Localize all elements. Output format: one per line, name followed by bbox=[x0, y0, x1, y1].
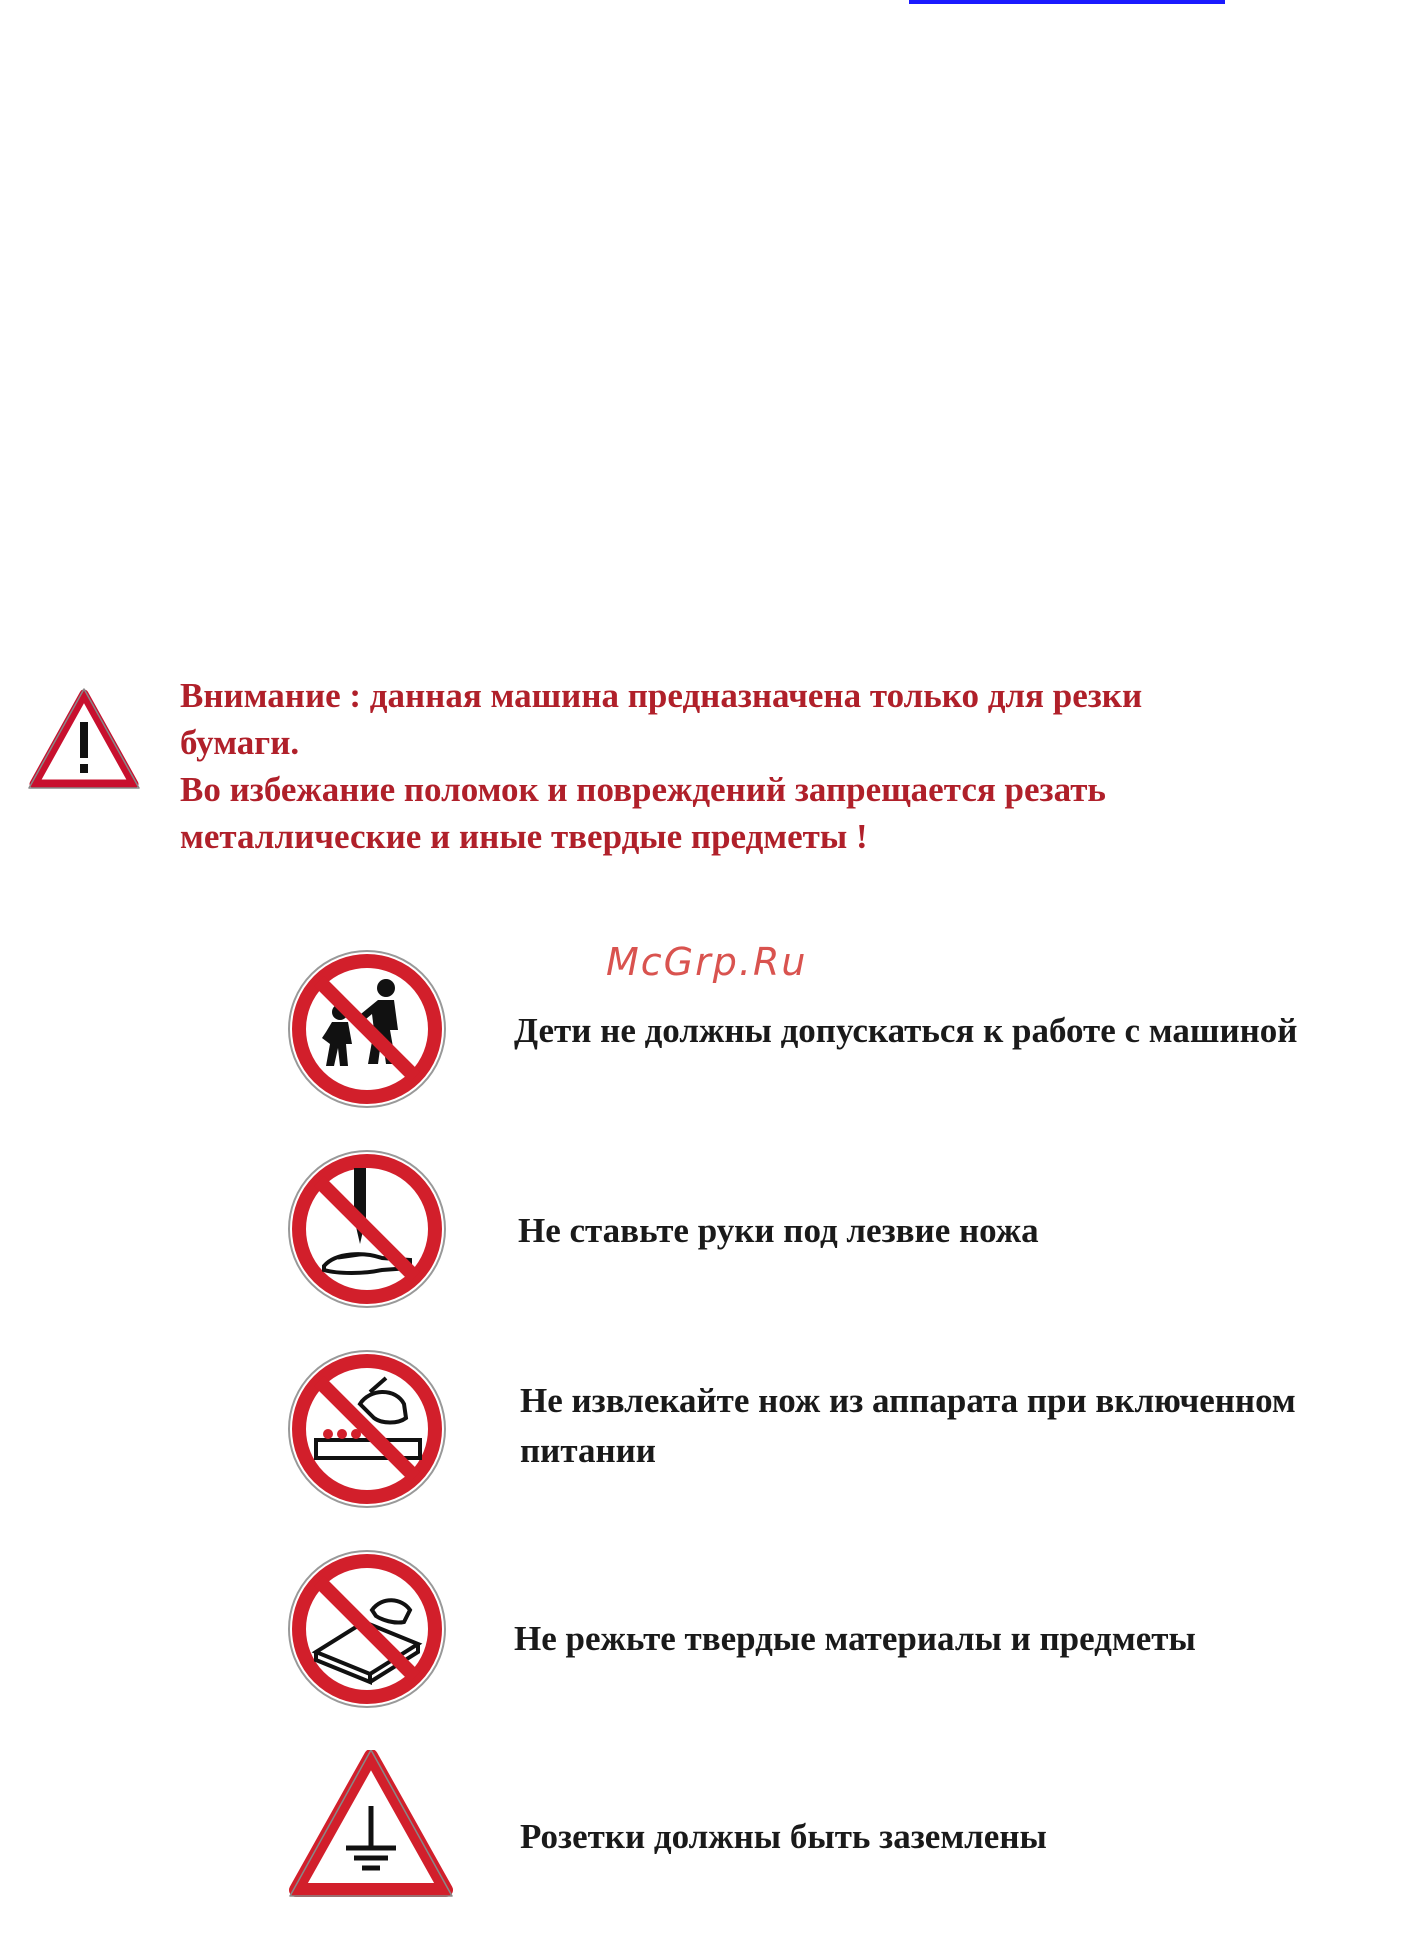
watermark: McGrp.Ru bbox=[606, 940, 808, 984]
rule-text-1 bbox=[514, 1006, 1297, 1056]
rule-2-line-1: Не ставьте руки под лезвие ножа bbox=[518, 1211, 1039, 1250]
warning-line-4: металлические и иные твердые предметы ! bbox=[180, 817, 868, 856]
rule-5-line-1: Розетки должны быть заземлены bbox=[520, 1817, 1047, 1856]
no-remove-blade-icon bbox=[286, 1348, 448, 1510]
warning-line-3: Во избежание поломок и повреждений запрещается резать bbox=[180, 770, 1106, 809]
warning-line-2: бумаги. bbox=[180, 723, 300, 762]
rule-text-5 bbox=[520, 1812, 1047, 1862]
warning-triangle-icon bbox=[28, 688, 140, 792]
rule-text-3 bbox=[520, 1376, 1296, 1476]
rule-1-line-1: Дети не должны допускаться к работе с машиной bbox=[514, 1011, 1298, 1050]
no-hard-materials-icon bbox=[286, 1548, 448, 1710]
top-link-underline[interactable] bbox=[909, 0, 1225, 4]
no-hands-under-blade-icon bbox=[286, 1148, 448, 1310]
no-children-icon bbox=[286, 948, 448, 1110]
warning-line-1: Внимание : данная машина предназначена только для резки bbox=[180, 676, 1143, 715]
warning-text bbox=[180, 672, 1180, 860]
rule-text-2 bbox=[518, 1206, 1039, 1256]
rule-text-4 bbox=[514, 1614, 1196, 1664]
ground-socket-icon bbox=[288, 1750, 454, 1900]
rule-4-line-1: Не режьте твердые материалы и предметы bbox=[514, 1619, 1196, 1658]
rule-3-line-1: Не извлекайте нож из аппарата при включенном bbox=[520, 1381, 1296, 1420]
rule-3-line-2: питании bbox=[520, 1431, 656, 1470]
